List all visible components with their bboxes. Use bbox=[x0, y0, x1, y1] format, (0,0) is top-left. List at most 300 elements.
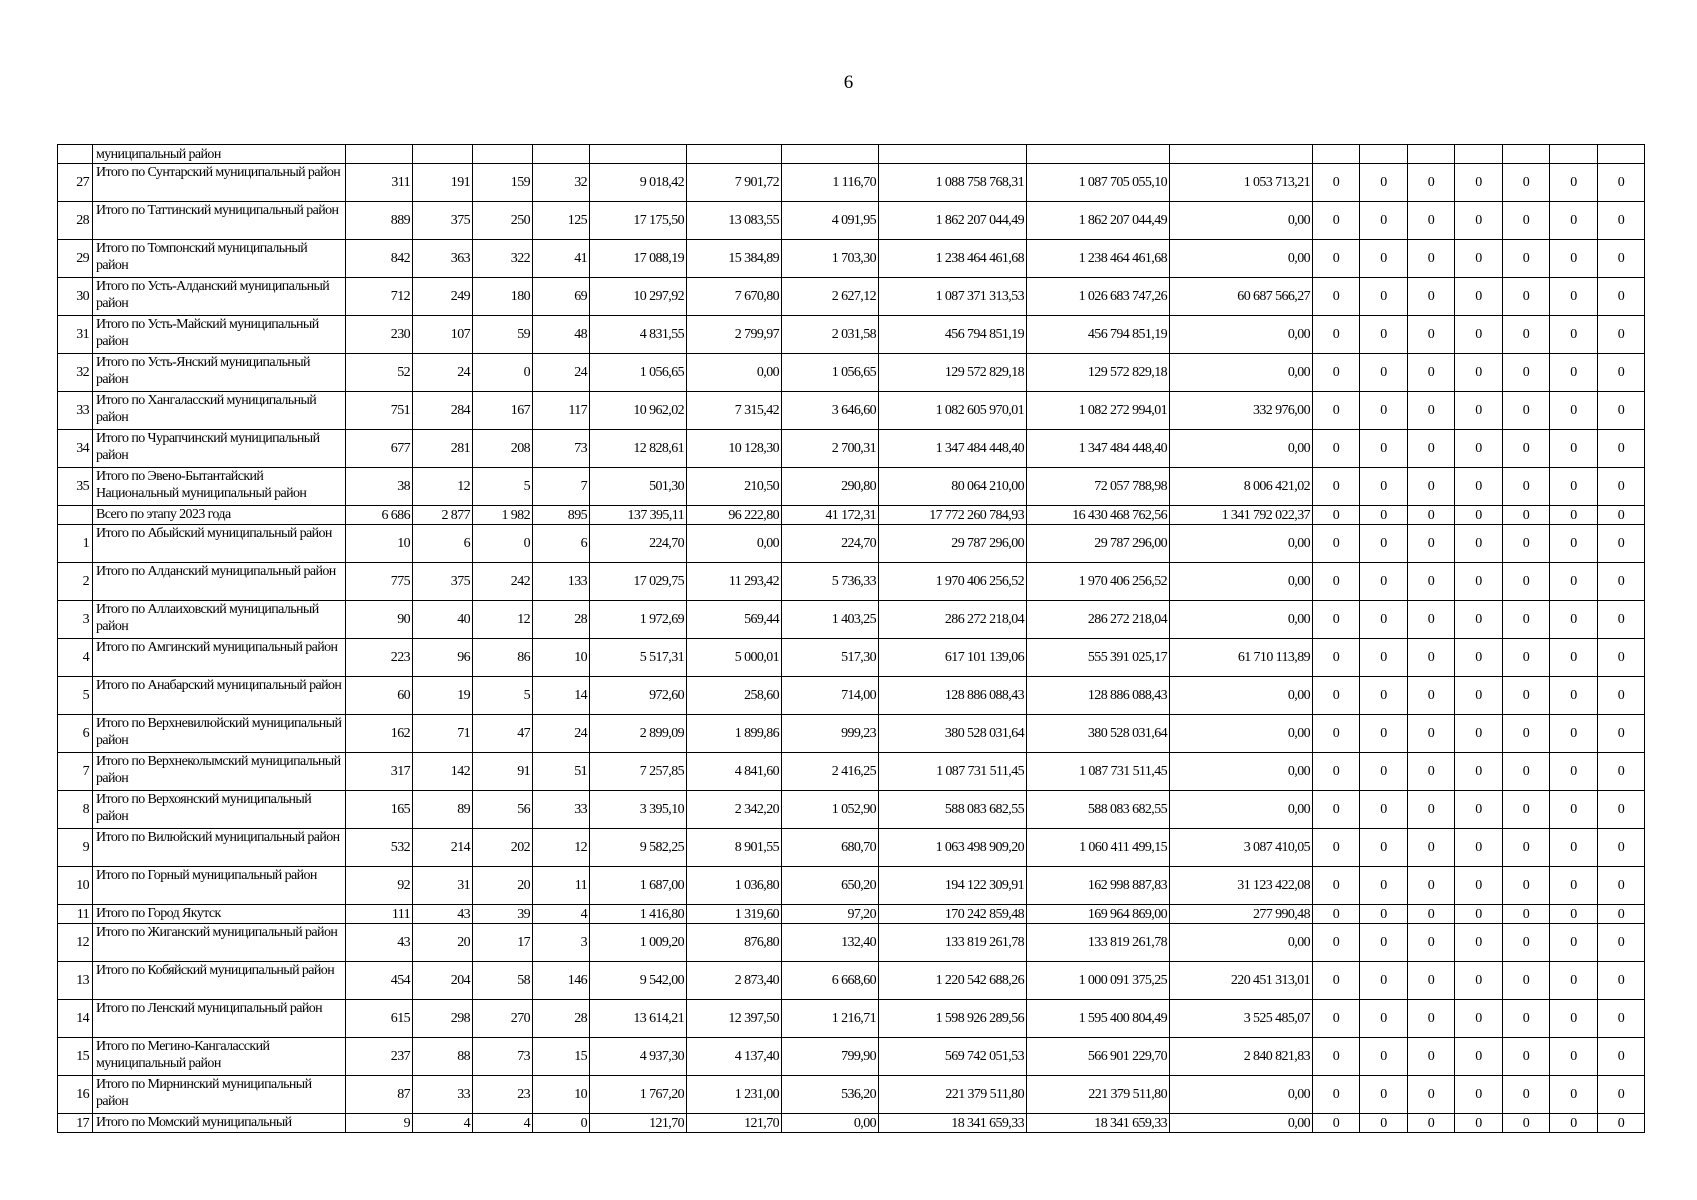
cell-zero: 0 bbox=[1455, 1038, 1503, 1076]
cell-zero: 0 bbox=[1360, 1114, 1408, 1133]
cell-zero: 0 bbox=[1313, 867, 1360, 905]
cell-zero: 0 bbox=[1408, 829, 1455, 867]
cell-value: 9 582,25 bbox=[590, 829, 687, 867]
cell-value: 0,00 bbox=[687, 525, 782, 563]
cell-zero: 0 bbox=[1455, 354, 1503, 392]
cell-value: 317 bbox=[346, 753, 413, 791]
cell-value: 2 877 bbox=[413, 506, 473, 525]
cell-value: 8 901,55 bbox=[687, 829, 782, 867]
row-number: 17 bbox=[58, 1114, 93, 1133]
cell-value: 0 bbox=[473, 354, 533, 392]
cell-zero: 0 bbox=[1455, 563, 1503, 601]
cell-zero: 0 bbox=[1503, 1038, 1550, 1076]
cell-value: 5 736,33 bbox=[782, 563, 879, 601]
cell-zero: 0 bbox=[1313, 164, 1360, 202]
cell-zero: 0 bbox=[1313, 278, 1360, 316]
cell-value: 86 bbox=[473, 639, 533, 677]
cell-value: 536,20 bbox=[782, 1076, 879, 1114]
row-number: 5 bbox=[58, 677, 93, 715]
table-row bbox=[58, 905, 1645, 924]
cell-zero: 0 bbox=[1550, 791, 1598, 829]
cell-value: 14 bbox=[533, 677, 590, 715]
cell-value: 380 528 031,64 bbox=[1027, 715, 1170, 753]
cell-zero: 0 bbox=[1455, 392, 1503, 430]
report-table bbox=[57, 144, 1645, 1133]
cell-value: 3 525 485,07 bbox=[1170, 1000, 1313, 1038]
cell-value: 52 bbox=[346, 354, 413, 392]
cell-zero: 0 bbox=[1313, 962, 1360, 1000]
row-name: Итого по Эвено-Бытантайский Национальный муниципальный район bbox=[93, 468, 346, 506]
cell-value: 29 787 296,00 bbox=[1027, 525, 1170, 563]
cell-value: 96 bbox=[413, 639, 473, 677]
table-row bbox=[58, 601, 1645, 639]
cell-value: 1 403,25 bbox=[782, 601, 879, 639]
cell-zero: 0 bbox=[1360, 791, 1408, 829]
cell-zero: 0 bbox=[1503, 1076, 1550, 1114]
cell-zero: 0 bbox=[1360, 1000, 1408, 1038]
cell-value: 97,20 bbox=[782, 905, 879, 924]
cell-value: 12 828,61 bbox=[590, 430, 687, 468]
cell-zero: 0 bbox=[1455, 202, 1503, 240]
cell-value: 4 841,60 bbox=[687, 753, 782, 791]
cell-value: 90 bbox=[346, 601, 413, 639]
cell-zero: 0 bbox=[1550, 316, 1598, 354]
page-number: 6 bbox=[843, 72, 854, 93]
cell-zero: 0 bbox=[1503, 1114, 1550, 1133]
cell-value: 1 087 731 511,45 bbox=[1027, 753, 1170, 791]
cell-value: 73 bbox=[473, 1038, 533, 1076]
cell-value: 60 bbox=[346, 677, 413, 715]
cell-zero: 0 bbox=[1455, 468, 1503, 506]
cell-zero: 0 bbox=[1598, 791, 1645, 829]
table-row bbox=[58, 791, 1645, 829]
cell-value: 1 087 731 511,45 bbox=[879, 753, 1027, 791]
cell-value: 20 bbox=[413, 924, 473, 962]
cell-value: 1 899,86 bbox=[687, 715, 782, 753]
cell-value: 7 901,72 bbox=[687, 164, 782, 202]
row-number: 8 bbox=[58, 791, 93, 829]
cell-value: 60 687 566,27 bbox=[1170, 278, 1313, 316]
row-name: Итого по Вилюйский муниципальный район bbox=[93, 829, 346, 867]
cell-zero: 0 bbox=[1503, 1000, 1550, 1038]
cell-value: 15 bbox=[533, 1038, 590, 1076]
cell-zero: 0 bbox=[1360, 867, 1408, 905]
row-name: Итого по Чурапчинский муниципальный район bbox=[93, 430, 346, 468]
cell-zero: 0 bbox=[1503, 791, 1550, 829]
cell-zero: 0 bbox=[1455, 1076, 1503, 1114]
cell-value: 290,80 bbox=[782, 468, 879, 506]
cell-value: 7 670,80 bbox=[687, 278, 782, 316]
row-number: 34 bbox=[58, 430, 93, 468]
cell-value: 202 bbox=[473, 829, 533, 867]
cell-value: 121,70 bbox=[687, 1114, 782, 1133]
cell-value: 2 416,25 bbox=[782, 753, 879, 791]
cell-zero: 0 bbox=[1360, 202, 1408, 240]
cell-value: 56 bbox=[473, 791, 533, 829]
cell-zero: 0 bbox=[1408, 506, 1455, 525]
cell-zero: 0 bbox=[1503, 164, 1550, 202]
cell-value: 0 bbox=[473, 525, 533, 563]
cell-zero: 0 bbox=[1360, 240, 1408, 278]
cell-zero: 0 bbox=[1550, 905, 1598, 924]
cell-value: 194 122 309,91 bbox=[879, 867, 1027, 905]
cell-zero: 0 bbox=[1408, 677, 1455, 715]
table-row bbox=[58, 1038, 1645, 1076]
cell-zero: 0 bbox=[1503, 468, 1550, 506]
cell-zero: 0 bbox=[1503, 829, 1550, 867]
cell-value: 1 026 683 747,26 bbox=[1027, 278, 1170, 316]
row-number bbox=[58, 506, 93, 525]
cell-zero: 0 bbox=[1598, 164, 1645, 202]
cell-zero: 0 bbox=[1360, 563, 1408, 601]
cell-zero: 0 bbox=[1360, 677, 1408, 715]
cell-value: 1 087 705 055,10 bbox=[1027, 164, 1170, 202]
cell-value: 712 bbox=[346, 278, 413, 316]
cell-value: 1 598 926 289,56 bbox=[879, 1000, 1027, 1038]
cell-value: 12 397,50 bbox=[687, 1000, 782, 1038]
cell-value: 375 bbox=[413, 202, 473, 240]
cell-value: 167 bbox=[473, 392, 533, 430]
cell-value: 137 395,11 bbox=[590, 506, 687, 525]
cell-zero: 0 bbox=[1313, 1114, 1360, 1133]
cell-value: 363 bbox=[413, 240, 473, 278]
cell-value: 501,30 bbox=[590, 468, 687, 506]
table-row bbox=[58, 829, 1645, 867]
row-number: 10 bbox=[58, 867, 93, 905]
cell-value: 1 009,20 bbox=[590, 924, 687, 962]
table-row bbox=[58, 164, 1645, 202]
cell-value: 7 315,42 bbox=[687, 392, 782, 430]
cell-value: 532 bbox=[346, 829, 413, 867]
cell-zero: 0 bbox=[1360, 506, 1408, 525]
cell-zero: 0 bbox=[1408, 715, 1455, 753]
table-row bbox=[58, 1076, 1645, 1114]
cell-value: 41 bbox=[533, 240, 590, 278]
cell-zero: 0 bbox=[1550, 715, 1598, 753]
cell-value: 277 990,48 bbox=[1170, 905, 1313, 924]
cell-value: 1 063 498 909,20 bbox=[879, 829, 1027, 867]
row-name: Итого по Сунтарский муниципальный район bbox=[93, 164, 346, 202]
cell-zero: 0 bbox=[1313, 525, 1360, 563]
cell-zero: 0 bbox=[1455, 430, 1503, 468]
cell-value: 43 bbox=[413, 905, 473, 924]
cell-value: 298 bbox=[413, 1000, 473, 1038]
table-row bbox=[58, 506, 1645, 525]
cell-value: 28 bbox=[533, 1000, 590, 1038]
cell-zero: 0 bbox=[1408, 354, 1455, 392]
cell-zero: 0 bbox=[1360, 316, 1408, 354]
cell-zero: 0 bbox=[1550, 1114, 1598, 1133]
cell-zero: 0 bbox=[1455, 677, 1503, 715]
cell-value: 1 116,70 bbox=[782, 164, 879, 202]
row-name: муниципальный район bbox=[93, 145, 346, 164]
row-name: Итого по Верхневилюйский муниципальный район bbox=[93, 715, 346, 753]
cell-value: 0,00 bbox=[782, 1114, 879, 1133]
cell-value: 132,40 bbox=[782, 924, 879, 962]
cell-value: 2 873,40 bbox=[687, 962, 782, 1000]
cell-value: 281 bbox=[413, 430, 473, 468]
cell-value: 0,00 bbox=[1170, 563, 1313, 601]
cell-value: 2 031,58 bbox=[782, 316, 879, 354]
cell-zero: 0 bbox=[1408, 316, 1455, 354]
cell-value: 1 056,65 bbox=[782, 354, 879, 392]
cell-zero: 0 bbox=[1550, 525, 1598, 563]
cell-zero: 0 bbox=[1550, 392, 1598, 430]
cell-zero: 0 bbox=[1455, 753, 1503, 791]
cell-value: 31 bbox=[413, 867, 473, 905]
cell-value: 121,70 bbox=[590, 1114, 687, 1133]
row-name: Итого по Верхнеколымский муниципальный район bbox=[93, 753, 346, 791]
cell-zero: 0 bbox=[1313, 202, 1360, 240]
cell-zero: 0 bbox=[1408, 601, 1455, 639]
cell-zero: 0 bbox=[1598, 924, 1645, 962]
cell-zero: 0 bbox=[1313, 430, 1360, 468]
cell-value: 129 572 829,18 bbox=[1027, 354, 1170, 392]
cell-value: 0,00 bbox=[1170, 240, 1313, 278]
cell-zero: 0 bbox=[1503, 905, 1550, 924]
cell-value: 4 831,55 bbox=[590, 316, 687, 354]
cell-value: 29 787 296,00 bbox=[879, 525, 1027, 563]
cell-value: 0,00 bbox=[1170, 753, 1313, 791]
cell-value: 12 bbox=[473, 601, 533, 639]
cell-value: 4 bbox=[473, 1114, 533, 1133]
cell-value: 284 bbox=[413, 392, 473, 430]
cell-zero: 0 bbox=[1360, 905, 1408, 924]
cell-value: 13 614,21 bbox=[590, 1000, 687, 1038]
cell-value: 332 976,00 bbox=[1170, 392, 1313, 430]
cell-value: 1 970 406 256,52 bbox=[1027, 563, 1170, 601]
cell-value: 0,00 bbox=[1170, 601, 1313, 639]
cell-value: 2 899,09 bbox=[590, 715, 687, 753]
cell-zero: 0 bbox=[1455, 924, 1503, 962]
cell-zero: 0 bbox=[1455, 905, 1503, 924]
cell-value: 1 972,69 bbox=[590, 601, 687, 639]
cell-value: 1 082 605 970,01 bbox=[879, 392, 1027, 430]
table-row bbox=[58, 525, 1645, 563]
cell-value: 43 bbox=[346, 924, 413, 962]
cell-zero: 0 bbox=[1550, 867, 1598, 905]
row-name: Итого по Анабарский муниципальный район bbox=[93, 677, 346, 715]
cell-zero: 0 bbox=[1313, 392, 1360, 430]
cell-value: 58 bbox=[473, 962, 533, 1000]
cell-value: 117 bbox=[533, 392, 590, 430]
cell-value: 40 bbox=[413, 601, 473, 639]
cell-value: 24 bbox=[533, 354, 590, 392]
cell-zero: 0 bbox=[1550, 202, 1598, 240]
cell-zero: 0 bbox=[1408, 1038, 1455, 1076]
cell-value: 1 687,00 bbox=[590, 867, 687, 905]
cell-zero: 0 bbox=[1503, 354, 1550, 392]
cell-value: 87 bbox=[346, 1076, 413, 1114]
cell-value: 32 bbox=[533, 164, 590, 202]
cell-zero: 0 bbox=[1550, 563, 1598, 601]
cell-value: 4 937,30 bbox=[590, 1038, 687, 1076]
table-row bbox=[58, 924, 1645, 962]
cell-value: 214 bbox=[413, 829, 473, 867]
table-row bbox=[58, 1114, 1645, 1133]
table-row bbox=[58, 468, 1645, 506]
cell-zero: 0 bbox=[1360, 715, 1408, 753]
cell-value: 3 bbox=[533, 924, 590, 962]
cell-zero: 0 bbox=[1360, 525, 1408, 563]
cell-value: 375 bbox=[413, 563, 473, 601]
cell-value: 12 bbox=[413, 468, 473, 506]
cell-zero: 0 bbox=[1598, 753, 1645, 791]
cell-zero: 0 bbox=[1408, 164, 1455, 202]
cell-value: 237 bbox=[346, 1038, 413, 1076]
cell-zero: 0 bbox=[1313, 677, 1360, 715]
table-row bbox=[58, 1000, 1645, 1038]
cell-value: 0,00 bbox=[1170, 1114, 1313, 1133]
cell-value: 677 bbox=[346, 430, 413, 468]
cell-zero: 0 bbox=[1408, 563, 1455, 601]
row-number: 27 bbox=[58, 164, 93, 202]
cell-value: 47 bbox=[473, 715, 533, 753]
cell-zero: 0 bbox=[1503, 563, 1550, 601]
row-name: Итого по Таттинский муниципальный район bbox=[93, 202, 346, 240]
cell-zero: 0 bbox=[1408, 278, 1455, 316]
cell-value: 7 257,85 bbox=[590, 753, 687, 791]
cell-value: 1 767,20 bbox=[590, 1076, 687, 1114]
cell-zero: 0 bbox=[1313, 1038, 1360, 1076]
cell-value: 322 bbox=[473, 240, 533, 278]
cell-value: 588 083 682,55 bbox=[1027, 791, 1170, 829]
row-name: Итого по Алданский муниципальный район bbox=[93, 563, 346, 601]
cell-value: 0,00 bbox=[1170, 791, 1313, 829]
cell-zero: 0 bbox=[1313, 563, 1360, 601]
row-number: 14 bbox=[58, 1000, 93, 1038]
cell-zero: 0 bbox=[1408, 905, 1455, 924]
cell-value: 0,00 bbox=[1170, 677, 1313, 715]
cell-value: 588 083 682,55 bbox=[879, 791, 1027, 829]
cell-value: 223 bbox=[346, 639, 413, 677]
cell-zero: 0 bbox=[1455, 506, 1503, 525]
cell-zero: 0 bbox=[1360, 601, 1408, 639]
cell-value: 1 052,90 bbox=[782, 791, 879, 829]
cell-zero: 0 bbox=[1598, 525, 1645, 563]
cell-zero: 0 bbox=[1313, 506, 1360, 525]
table-row bbox=[58, 639, 1645, 677]
row-name: Итого по Усть-Майский муниципальный район bbox=[93, 316, 346, 354]
cell-value: 0,00 bbox=[1170, 1076, 1313, 1114]
row-number: 28 bbox=[58, 202, 93, 240]
cell-zero: 0 bbox=[1313, 715, 1360, 753]
table-row bbox=[58, 354, 1645, 392]
cell-value: 125 bbox=[533, 202, 590, 240]
cell-zero: 0 bbox=[1550, 506, 1598, 525]
cell-zero: 0 bbox=[1313, 468, 1360, 506]
cell-value: 142 bbox=[413, 753, 473, 791]
cell-value: 0,00 bbox=[1170, 202, 1313, 240]
row-name: Итого по Ленский муниципальный район bbox=[93, 1000, 346, 1038]
cell-zero: 0 bbox=[1408, 1076, 1455, 1114]
cell-value: 1 347 484 448,40 bbox=[1027, 430, 1170, 468]
row-name: Итого по Мирнинский муниципальный район bbox=[93, 1076, 346, 1114]
cell-value: 3 646,60 bbox=[782, 392, 879, 430]
row-name: Итого по Абыйский муниципальный район bbox=[93, 525, 346, 563]
cell-zero: 0 bbox=[1313, 240, 1360, 278]
cell-value: 569 742 051,53 bbox=[879, 1038, 1027, 1076]
cell-zero: 0 bbox=[1598, 392, 1645, 430]
cell-zero: 0 bbox=[1503, 392, 1550, 430]
row-number: 9 bbox=[58, 829, 93, 867]
cell-value: 129 572 829,18 bbox=[879, 354, 1027, 392]
cell-zero: 0 bbox=[1550, 753, 1598, 791]
cell-value: 204 bbox=[413, 962, 473, 1000]
cell-zero: 0 bbox=[1503, 924, 1550, 962]
cell-value: 1 053 713,21 bbox=[1170, 164, 1313, 202]
cell-value: 1 970 406 256,52 bbox=[879, 563, 1027, 601]
cell-value: 146 bbox=[533, 962, 590, 1000]
cell-zero: 0 bbox=[1360, 962, 1408, 1000]
cell-zero: 0 bbox=[1598, 715, 1645, 753]
cell-value: 972,60 bbox=[590, 677, 687, 715]
row-number: 13 bbox=[58, 962, 93, 1000]
cell-value: 111 bbox=[346, 905, 413, 924]
cell-zero: 0 bbox=[1598, 1000, 1645, 1038]
cell-value: 10 962,02 bbox=[590, 392, 687, 430]
cell-zero: 0 bbox=[1360, 392, 1408, 430]
row-number: 32 bbox=[58, 354, 93, 392]
cell-value: 18 341 659,33 bbox=[879, 1114, 1027, 1133]
cell-zero: 0 bbox=[1455, 525, 1503, 563]
cell-zero: 0 bbox=[1550, 962, 1598, 1000]
cell-value: 73 bbox=[533, 430, 590, 468]
row-name: Итого по Кобяйский муниципальный район bbox=[93, 962, 346, 1000]
table-row bbox=[58, 867, 1645, 905]
cell-value: 555 391 025,17 bbox=[1027, 639, 1170, 677]
table-row bbox=[58, 962, 1645, 1000]
cell-zero: 0 bbox=[1455, 867, 1503, 905]
cell-zero: 0 bbox=[1360, 278, 1408, 316]
cell-zero: 0 bbox=[1408, 924, 1455, 962]
cell-value: 210,50 bbox=[687, 468, 782, 506]
cell-zero: 0 bbox=[1360, 430, 1408, 468]
cell-zero: 0 bbox=[1313, 829, 1360, 867]
cell-zero: 0 bbox=[1313, 791, 1360, 829]
cell-value: 311 bbox=[346, 164, 413, 202]
cell-value: 6 bbox=[413, 525, 473, 563]
cell-zero: 0 bbox=[1408, 639, 1455, 677]
cell-zero: 0 bbox=[1598, 316, 1645, 354]
row-number: 31 bbox=[58, 316, 93, 354]
cell-zero: 0 bbox=[1360, 1076, 1408, 1114]
cell-value: 617 101 139,06 bbox=[879, 639, 1027, 677]
row-number: 4 bbox=[58, 639, 93, 677]
cell-value: 9 018,42 bbox=[590, 164, 687, 202]
cell-value: 0,00 bbox=[1170, 715, 1313, 753]
cell-value: 1 082 272 994,01 bbox=[1027, 392, 1170, 430]
cell-value: 799,90 bbox=[782, 1038, 879, 1076]
cell-zero: 0 bbox=[1598, 354, 1645, 392]
cell-zero: 0 bbox=[1598, 962, 1645, 1000]
cell-zero: 0 bbox=[1313, 354, 1360, 392]
cell-value: 230 bbox=[346, 316, 413, 354]
cell-value: 4 137,40 bbox=[687, 1038, 782, 1076]
cell-value: 2 627,12 bbox=[782, 278, 879, 316]
cell-value: 1 416,80 bbox=[590, 905, 687, 924]
cell-value: 456 794 851,19 bbox=[879, 316, 1027, 354]
cell-zero: 0 bbox=[1598, 240, 1645, 278]
cell-value: 454 bbox=[346, 962, 413, 1000]
cell-zero: 0 bbox=[1408, 392, 1455, 430]
cell-value: 9 542,00 bbox=[590, 962, 687, 1000]
table-row bbox=[58, 278, 1645, 316]
cell-zero: 0 bbox=[1550, 1038, 1598, 1076]
cell-value: 8 006 421,02 bbox=[1170, 468, 1313, 506]
cell-zero: 0 bbox=[1598, 468, 1645, 506]
cell-zero: 0 bbox=[1313, 639, 1360, 677]
